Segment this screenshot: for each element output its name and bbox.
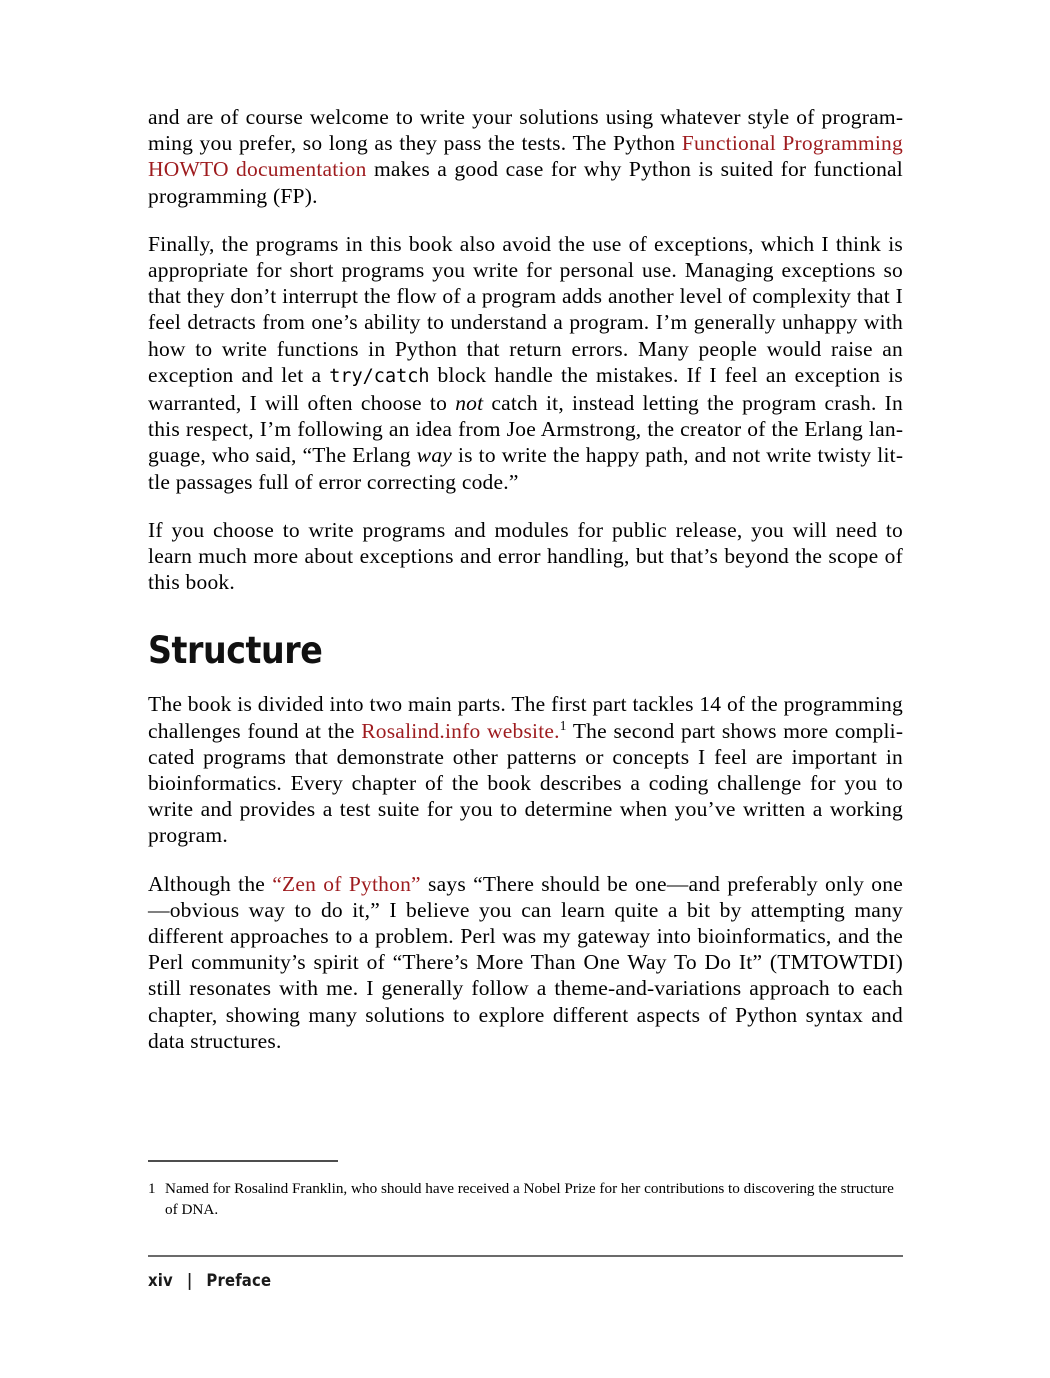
paragraph-text-segment: makes a good case for why Python is suited for functional programming (FP). <box>148 157 903 208</box>
footnote-text: Named for Rosalind Franklin, who should have received a Nobel Prize for her contributions to discovering the structure of DNA. <box>165 1180 894 1218</box>
section-heading-structure: Structure <box>148 629 323 673</box>
running-title: Preface <box>206 1270 272 1290</box>
page-footer <box>148 1255 903 1290</box>
paragraph-intro-functional <box>148 104 903 209</box>
inline-code-try-catch: try/catch <box>329 365 430 387</box>
paragraph-exceptions <box>148 231 903 495</box>
paragraph-text-segment: The second part shows more complicated programs that demonstrate other patterns or concepts I feel are important in bioinformatics. Every chapter of the book describes a coding challenge for you to write and provides a test suite for you to determine when you’ve written a working program. <box>148 718 903 848</box>
emphasis-way: way <box>416 443 453 468</box>
link-functional-programming-howto[interactable]: Functional Programming HOWTO documentation <box>148 131 903 182</box>
paragraph-text-segment: and are of course welcome to write your solutions using whatever style of programming you prefer, so long as they pass the tests. The Python <box>148 105 903 156</box>
paragraph-book-structure <box>148 691 903 848</box>
page-body-content <box>148 104 903 1054</box>
paragraph-public-release: If you choose to write programs and modules for public release, you will need to learn much more about exceptions and error handling, but that’s beyond the scope of this book. <box>148 517 903 595</box>
footnote-item <box>148 1178 903 1220</box>
paragraph-text-segment: block handle the mistakes. If I feel an exception is warranted, I will often choose to <box>148 362 903 416</box>
paragraph-text-segment: Finally, the programs in this book also avoid the use of exceptions, which I think is appropriate for short programs you write for personal use. Managing exceptions so that they don’t interrupt the flow of a program adds another level of complexity that I feel detracts from one’s ability to understand a program. I’m generally unhappy with how to write functions in Python that return errors. Many people would raise an exception and let a <box>148 231 903 387</box>
link-rosalind-info-website[interactable]: Rosalind.info website. <box>361 718 560 743</box>
paragraph-text-segment: catch it, instead letting the program crash. In this respect, I’m following an idea from Joe Armstrong, the creator of the Erlang language, who said, “The Erlang <box>148 391 904 468</box>
footer-divider: | <box>186 1270 193 1290</box>
footer-separator-rule <box>148 1255 903 1257</box>
paragraph-text-segment: Although the <box>148 871 273 896</box>
paragraph-text-segment: The book is divided into two main parts. The first part tackles 14 of the programming challenges found at the <box>148 692 903 743</box>
footnote-area <box>148 1160 903 1220</box>
paragraph-text-segment: is to write the happy path, and not write twisty little passages full of error correcting code.” <box>148 443 903 494</box>
footnote-reference-1[interactable]: 1 <box>559 717 567 733</box>
footnote-number: 1 <box>148 1180 156 1197</box>
link-zen-of-python[interactable]: “Zen of Python” <box>272 871 421 896</box>
footnote-separator-rule <box>148 1160 338 1162</box>
emphasis-not: not <box>455 391 484 416</box>
footer-line <box>148 1271 903 1290</box>
page-number: xiv <box>148 1270 173 1290</box>
paragraph-text-segment: says “There should be one—and preferably only one—obvious way to do it,” I believe you can learn quite a bit by attempting many different approaches to a problem. Perl was my gateway into bioinformatics, and the Perl community’s spirit of “There’s More Than One Way To Do It” (TMTOWTDI) still resonates with me. I generally follow a theme-and-variations approach to each chapter, showing many solutions to explore different aspects of Python syntax and data structures. <box>148 871 903 1053</box>
paragraph-zen-of-python <box>148 871 903 1054</box>
